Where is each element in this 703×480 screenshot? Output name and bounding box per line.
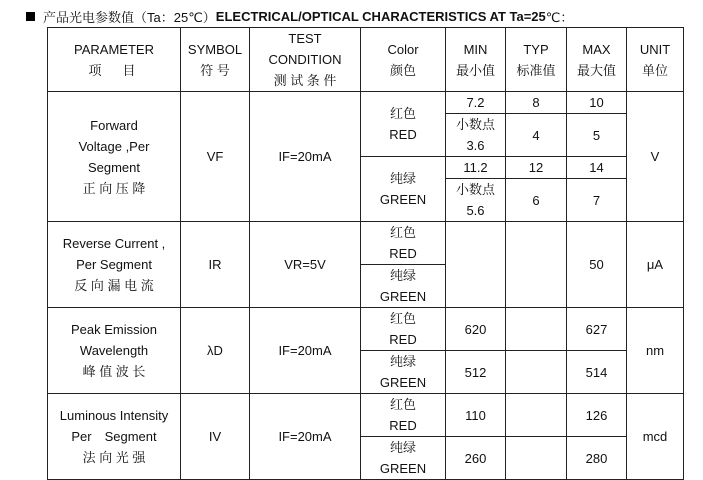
header-test-condition: TEST CONDITION 测 试 条 件 xyxy=(250,28,361,92)
peak-green-min: 512 xyxy=(446,351,506,394)
lum-green-typ xyxy=(506,437,567,480)
lum-green-max: 280 xyxy=(567,437,627,480)
ir-min xyxy=(446,222,506,308)
vf-red-dp-typ: 4 xyxy=(506,114,567,157)
vf-condition: IF=20mA xyxy=(250,92,361,222)
header-row xyxy=(48,28,684,92)
peak-color-red: 红色 RED xyxy=(361,308,446,351)
lum-red-max: 126 xyxy=(567,394,627,437)
vf-green-min: 11.2 xyxy=(446,157,506,179)
peak-green-typ xyxy=(506,351,567,394)
vf-parameter: Forward Voltage ,Per Segment 正 向 压 降 xyxy=(48,92,181,222)
vf-red-dp-min: 小数点 3.6 xyxy=(446,114,506,157)
lum-red-typ xyxy=(506,394,567,437)
vf-symbol: VF xyxy=(181,92,250,222)
header-max: MAX 最大值 xyxy=(567,28,627,92)
peak-parameter: Peak Emission Wavelength 峰 值 波 长 xyxy=(48,308,181,394)
peak-red-min: 620 xyxy=(446,308,506,351)
header-symbol: SYMBOL 符 号 xyxy=(181,28,250,92)
vf-red-min: 7.2 xyxy=(446,92,506,114)
ir-condition: VR=5V xyxy=(250,222,361,308)
lum-symbol: IV xyxy=(181,394,250,480)
peak-red-typ xyxy=(506,308,567,351)
vf-green-typ: 12 xyxy=(506,157,567,179)
peak-condition: IF=20mA xyxy=(250,308,361,394)
ir-parameter: Reverse Current , Per Segment 反 向 漏 电 流 xyxy=(48,222,181,308)
vf-green-dp-max: 7 xyxy=(567,179,627,222)
vf-color-red: 红色 RED xyxy=(361,92,446,157)
lum-unit: mcd xyxy=(627,394,684,480)
peak-red-max: 627 xyxy=(567,308,627,351)
lum-parameter: Luminous Intensity Per Segment 法 向 光 强 xyxy=(48,394,181,480)
header-unit: UNIT 单位 xyxy=(627,28,684,92)
vf-green-max: 14 xyxy=(567,157,627,179)
title-english: ELECTRICAL/OPTICAL CHARACTERISTICS AT Ta=25 xyxy=(215,8,546,24)
lum-color-red: 红色 RED xyxy=(361,394,446,437)
table-row xyxy=(48,222,684,265)
vf-red-typ: 8 xyxy=(506,92,567,114)
vf-unit: V xyxy=(627,92,684,222)
table-row xyxy=(48,308,684,351)
vf-red-max: 10 xyxy=(567,92,627,114)
characteristics-table xyxy=(47,27,684,480)
section-title xyxy=(26,6,573,26)
header-min: MIN 最小值 xyxy=(446,28,506,92)
vf-color-green: 纯绿 GREEN xyxy=(361,157,446,222)
table-row xyxy=(48,92,684,114)
peak-green-max: 514 xyxy=(567,351,627,394)
peak-symbol: λD xyxy=(181,308,250,394)
ir-max: 50 xyxy=(567,222,627,308)
lum-green-min: 260 xyxy=(446,437,506,480)
vf-green-dp-min: 小数点 5.6 xyxy=(446,179,506,222)
header-typ: TYP 标准值 xyxy=(506,28,567,92)
header-color: Color 颜色 xyxy=(361,28,446,92)
ir-unit: μA xyxy=(627,222,684,308)
ir-typ xyxy=(506,222,567,308)
ir-color-red: 红色 RED xyxy=(361,222,446,265)
peak-color-green: 纯绿 GREEN xyxy=(361,351,446,394)
vf-red-dp-max: 5 xyxy=(567,114,627,157)
title-suffix: ℃： xyxy=(545,9,574,25)
lum-red-min: 110 xyxy=(446,394,506,437)
title-chinese: 产品光电参数值（Ta：25℃） xyxy=(43,9,216,25)
ir-symbol: IR xyxy=(181,222,250,308)
lum-condition: IF=20mA xyxy=(250,394,361,480)
vf-green-dp-typ: 6 xyxy=(506,179,567,222)
bullet-square-icon xyxy=(26,12,35,21)
peak-unit: nm xyxy=(627,308,684,394)
table-row xyxy=(48,394,684,437)
lum-color-green: 纯绿 GREEN xyxy=(361,437,446,480)
header-parameter: PARAMETER 项 目 xyxy=(48,28,181,92)
ir-color-green: 纯绿 GREEN xyxy=(361,265,446,308)
